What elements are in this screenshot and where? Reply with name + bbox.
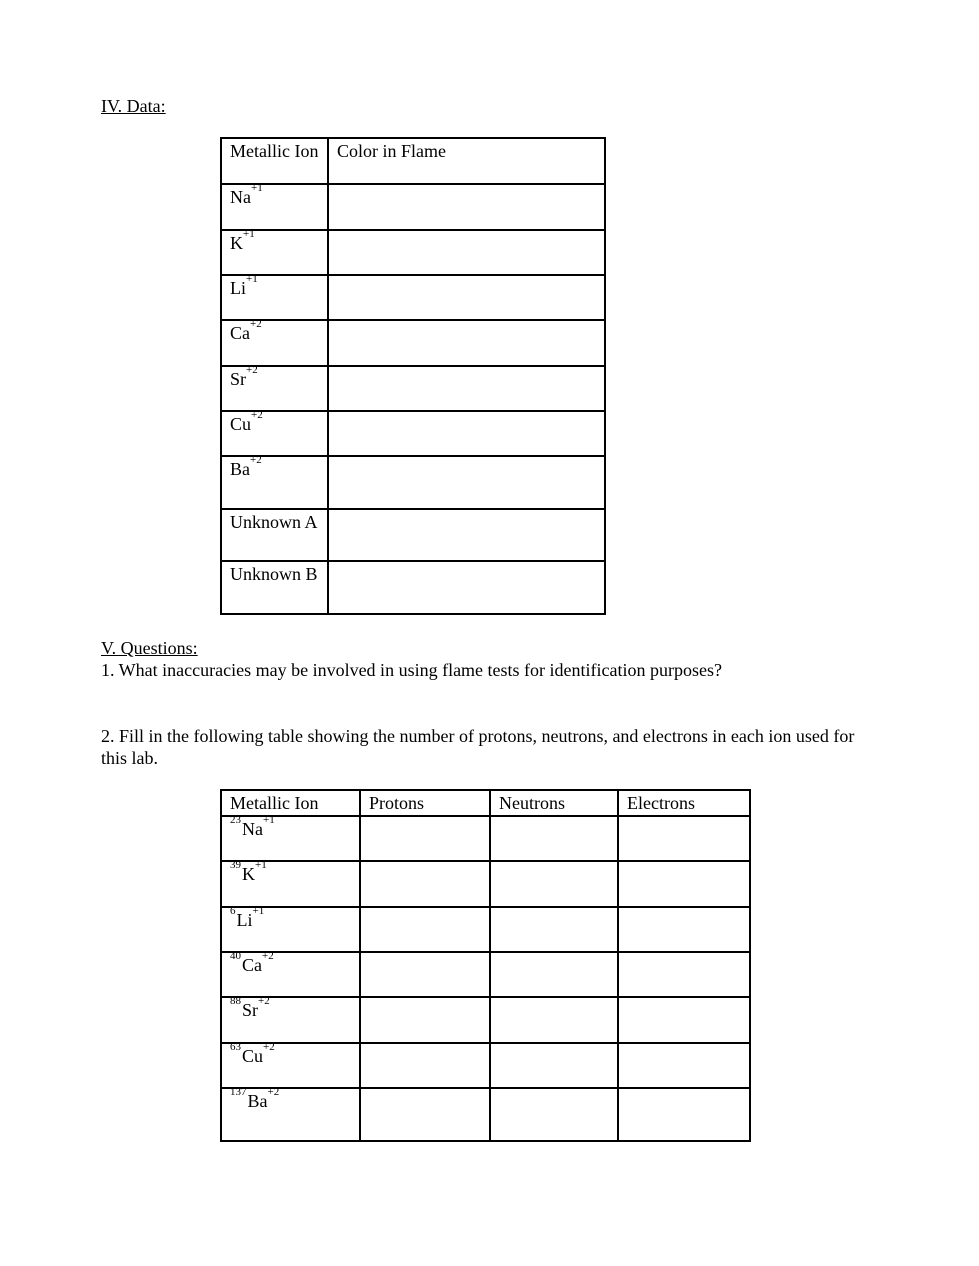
table-header-row	[221, 138, 605, 184]
question-2: 2. Fill in the following table showing the number of protons, neutrons, and electrons in each ion used for this lab.	[101, 726, 855, 768]
ion-symbol: Li	[236, 910, 253, 930]
electrons-answer-cell[interactable]	[618, 816, 750, 861]
electrons-answer-cell[interactable]	[618, 952, 750, 997]
ion-charge: +2	[262, 950, 274, 962]
section-heading-questions: V. Questions:	[101, 638, 198, 658]
neutrons-answer-cell[interactable]	[490, 1088, 618, 1141]
electrons-answer-cell[interactable]	[618, 1043, 750, 1088]
color-answer-cell[interactable]	[328, 184, 605, 230]
table-row	[221, 456, 605, 509]
ion-charge: +1	[252, 905, 265, 917]
ion-symbol: Na	[242, 819, 263, 839]
color-answer-cell[interactable]	[328, 366, 605, 411]
table-row	[221, 509, 605, 561]
mass-number: 40	[230, 950, 241, 962]
ion-charge: +2	[250, 318, 262, 330]
protons-answer-cell[interactable]	[360, 952, 490, 997]
ion-cell	[221, 230, 328, 275]
ion-charge: +1	[263, 814, 275, 826]
unknown-label-cell: Unknown A	[221, 509, 328, 561]
flame-color-table	[220, 137, 606, 615]
protons-answer-cell[interactable]	[360, 861, 490, 907]
mass-number: 137	[230, 1086, 247, 1098]
ion-symbol: Ba	[247, 1091, 268, 1111]
header-electrons: Electrons	[618, 790, 750, 816]
ion-cell	[221, 456, 328, 509]
ion-symbol: Na	[230, 187, 251, 207]
electrons-answer-cell[interactable]	[618, 1088, 750, 1141]
ion-cell	[221, 366, 328, 411]
mass-number: 39	[230, 859, 241, 871]
table-row	[221, 907, 750, 952]
table-row	[221, 184, 605, 230]
table-row	[221, 320, 605, 366]
header-neutrons: Neutrons	[490, 790, 618, 816]
protons-answer-cell[interactable]	[360, 907, 490, 952]
ion-charge: +1	[246, 273, 258, 285]
color-answer-cell[interactable]	[328, 456, 605, 509]
table-row	[221, 561, 605, 614]
ion-symbol: Ba	[230, 459, 250, 479]
neutrons-answer-cell[interactable]	[490, 816, 618, 861]
ion-symbol: Sr	[230, 369, 247, 389]
table-row	[221, 1043, 750, 1088]
color-answer-cell[interactable]	[328, 320, 605, 366]
table-row	[221, 1088, 750, 1141]
isotope-cell	[221, 997, 360, 1043]
table-row	[221, 952, 750, 997]
ion-symbol: K	[242, 864, 255, 884]
color-answer-cell[interactable]	[328, 411, 605, 456]
ion-cell	[221, 275, 328, 320]
neutrons-answer-cell[interactable]	[490, 907, 618, 952]
header-metallic-ion: Metallic Ion	[221, 790, 360, 816]
neutrons-answer-cell[interactable]	[490, 952, 618, 997]
section-heading-data: IV. Data:	[101, 96, 166, 116]
ion-symbol: Sr	[242, 1000, 259, 1020]
ion-charge: +2	[246, 364, 258, 376]
header-color-in-flame: Color in Flame	[328, 138, 605, 184]
ion-symbol: Li	[230, 278, 246, 298]
ion-cell	[221, 320, 328, 366]
electrons-answer-cell[interactable]	[618, 907, 750, 952]
header-protons: Protons	[360, 790, 490, 816]
isotope-cell	[221, 952, 360, 997]
neutrons-answer-cell[interactable]	[490, 1043, 618, 1088]
unknown-label-cell: Unknown B	[221, 561, 328, 614]
protons-answer-cell[interactable]	[360, 816, 490, 861]
table-row	[221, 861, 750, 907]
isotope-cell	[221, 907, 360, 952]
ion-charge: +1	[255, 859, 267, 871]
ion-charge: +1	[243, 228, 255, 240]
ion-symbol: K	[230, 233, 243, 253]
ion-cell	[221, 411, 328, 456]
ion-symbol: Ca	[230, 323, 250, 343]
table-row	[221, 230, 605, 275]
table-header-row	[221, 790, 750, 816]
color-answer-cell[interactable]	[328, 509, 605, 561]
protons-answer-cell[interactable]	[360, 1088, 490, 1141]
table-row	[221, 411, 605, 456]
ion-charge: +2	[251, 409, 263, 421]
isotope-cell	[221, 816, 360, 861]
header-metallic-ion: Metallic Ion	[221, 138, 328, 184]
ion-charge: +2	[267, 1086, 280, 1098]
table-row	[221, 816, 750, 861]
question-1: 1. What inaccuracies may be involved in using flame tests for identification purposes?	[101, 660, 722, 680]
neutrons-answer-cell[interactable]	[490, 861, 618, 907]
isotope-cell	[221, 1088, 360, 1141]
electrons-answer-cell[interactable]	[618, 997, 750, 1043]
color-answer-cell[interactable]	[328, 230, 605, 275]
protons-answer-cell[interactable]	[360, 1043, 490, 1088]
neutrons-answer-cell[interactable]	[490, 997, 618, 1043]
mass-number: 23	[230, 814, 241, 826]
ion-cell	[221, 184, 328, 230]
electrons-answer-cell[interactable]	[618, 861, 750, 907]
ion-charge: +2	[263, 1041, 275, 1053]
table-row	[221, 997, 750, 1043]
isotope-cell	[221, 1043, 360, 1088]
ion-charge: +2	[250, 454, 262, 466]
ion-symbol: Ca	[242, 955, 262, 975]
color-answer-cell[interactable]	[328, 275, 605, 320]
isotope-cell	[221, 861, 360, 907]
ion-symbol: Cu	[242, 1046, 264, 1066]
table-row	[221, 366, 605, 411]
protons-answer-cell[interactable]	[360, 997, 490, 1043]
mass-number: 63	[230, 1041, 241, 1053]
ion-charge: +1	[251, 182, 263, 194]
mass-number: 88	[230, 995, 241, 1007]
particle-count-table	[220, 789, 751, 1142]
mass-number: 6	[230, 905, 236, 917]
table-row	[221, 275, 605, 320]
ion-charge: +2	[258, 995, 270, 1007]
color-answer-cell[interactable]	[328, 561, 605, 614]
ion-symbol: Cu	[230, 414, 252, 434]
